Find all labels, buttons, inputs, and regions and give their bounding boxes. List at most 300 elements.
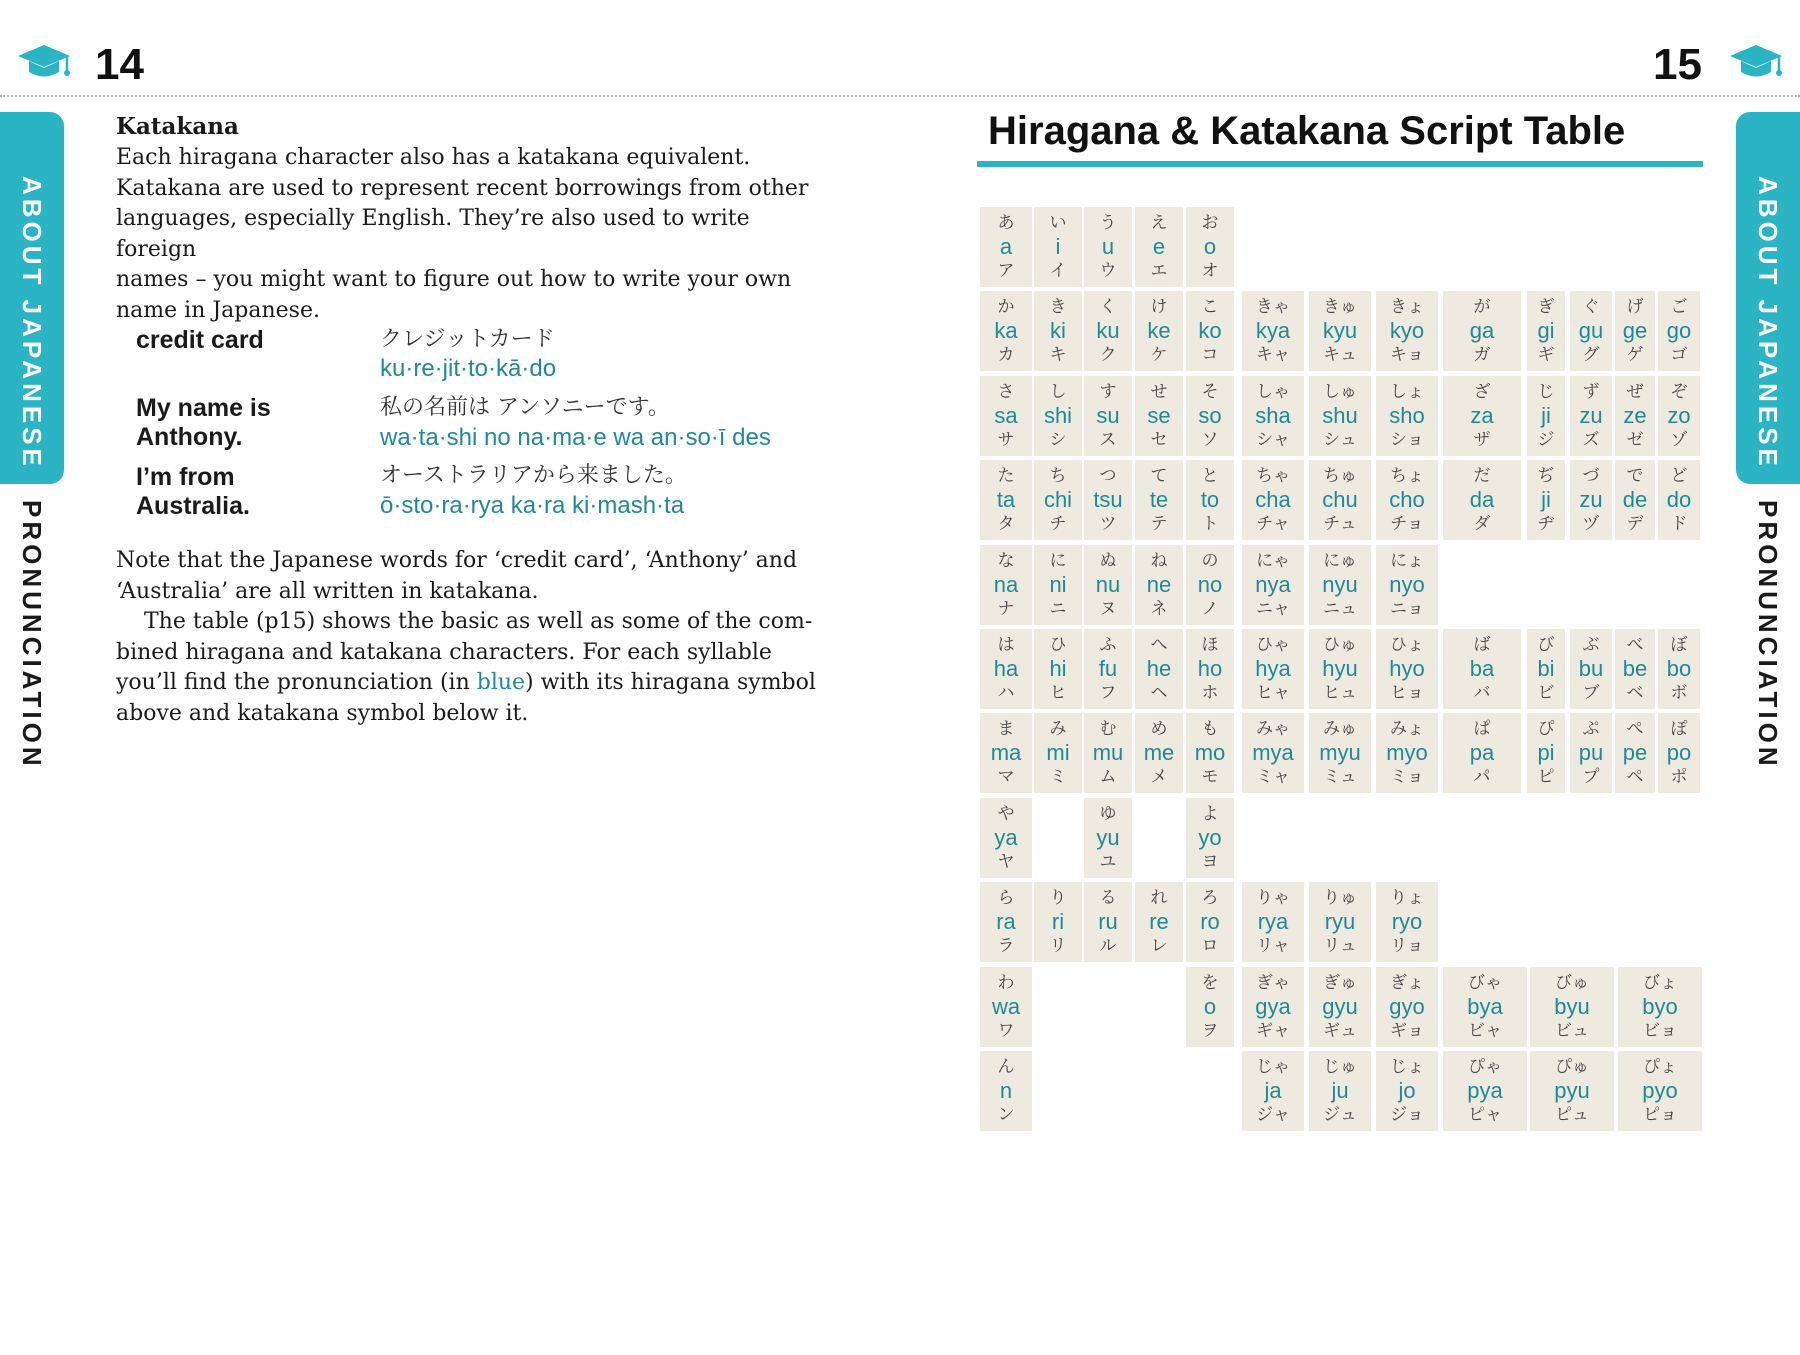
- syllable-cell: [1242, 291, 1304, 371]
- syllable-cell: [1034, 291, 1082, 371]
- romaji-label: gyu: [1322, 993, 1358, 1019]
- romaji-label: ryu: [1324, 909, 1356, 935]
- hiragana-symbol: め: [1150, 719, 1168, 740]
- katakana-symbol: プ: [1582, 767, 1600, 788]
- katakana-symbol: ミ: [1049, 767, 1067, 788]
- syllable-cell: [980, 545, 1032, 625]
- katakana-symbol: ジョ: [1390, 1105, 1424, 1125]
- katakana-symbol: ル: [1099, 936, 1117, 957]
- syllable-cell: [1034, 545, 1082, 625]
- romaji-label: he: [1146, 656, 1172, 681]
- syllable-cell: [1135, 376, 1183, 456]
- hiragana-symbol: う: [1099, 213, 1117, 233]
- katakana-symbol: ウ: [1099, 261, 1117, 281]
- romaji-label: ri: [1051, 909, 1065, 935]
- syllable-cell: [1034, 882, 1082, 962]
- syllable-cell: [1242, 460, 1304, 540]
- hiragana-symbol: び: [1537, 635, 1555, 655]
- katakana-symbol: ツ: [1099, 514, 1117, 535]
- romaji-label: zo: [1667, 402, 1691, 428]
- syllable-cell: [1376, 291, 1438, 371]
- syllable-cell: [1034, 207, 1082, 287]
- hiragana-symbol: ぱ: [1473, 719, 1491, 740]
- syllable-cell: [1186, 376, 1234, 456]
- hiragana-symbol: ぎゅ: [1323, 972, 1357, 993]
- syllable-cell: [1242, 376, 1304, 456]
- hiragana-symbol: じょ: [1390, 1057, 1424, 1077]
- hiragana-symbol: ぴゃ: [1468, 1057, 1502, 1077]
- romaji-label: gi: [1537, 318, 1555, 344]
- syllable-cell: [1309, 291, 1371, 371]
- romaji-label: da: [1469, 487, 1495, 513]
- syllable-cell: [1309, 629, 1371, 709]
- romaji-label: ju: [1331, 1078, 1349, 1103]
- table-para-line: bined hiragana and katakana characters. For each syllable: [116, 639, 772, 665]
- katakana-symbol: ピュ: [1555, 1105, 1589, 1125]
- katakana-symbol: ジ: [1537, 429, 1555, 450]
- romaji-label: rya: [1257, 909, 1289, 935]
- katakana-symbol: ソ: [1201, 429, 1219, 450]
- syllable-cell: [1034, 713, 1082, 793]
- katakana-symbol: バ: [1473, 683, 1491, 703]
- table-para-text: ) with its hiragana symbol: [525, 670, 816, 696]
- hiragana-symbol: ぢ: [1537, 466, 1555, 487]
- hiragana-symbol: べ: [1626, 635, 1644, 655]
- romaji-label: chu: [1322, 487, 1358, 513]
- syllable-cell: [980, 1051, 1032, 1131]
- katakana-symbol: ハ: [997, 683, 1015, 703]
- example-japanese: 私の名前は アンソニーです。: [380, 395, 670, 420]
- katakana-symbol: グ: [1582, 345, 1600, 366]
- romaji-label: kyu: [1322, 318, 1358, 344]
- katakana-symbol: ギ: [1537, 345, 1555, 366]
- katakana-symbol: ギャ: [1256, 1020, 1290, 1041]
- syllable-cell: [1186, 460, 1234, 540]
- romaji-label: shu: [1322, 402, 1358, 428]
- katakana-symbol: ケ: [1150, 345, 1168, 366]
- hiragana-symbol: ご: [1670, 297, 1688, 318]
- romaji-label: byo: [1642, 993, 1678, 1019]
- katakana-symbol: チョ: [1390, 514, 1424, 535]
- hiragana-symbol: ぴょ: [1643, 1057, 1677, 1077]
- hiragana-symbol: に: [1049, 550, 1067, 571]
- hiragana-symbol: ふ: [1099, 635, 1117, 655]
- syllable-cell: [1135, 545, 1183, 625]
- syllable-cell: [1615, 376, 1655, 456]
- syllable-cell: [1658, 291, 1700, 371]
- syllable-cell: [1242, 545, 1304, 625]
- romaji-label: ro: [1200, 909, 1220, 935]
- romaji-label: pya: [1467, 1078, 1503, 1103]
- syllable-cell: [1186, 207, 1234, 287]
- katakana-symbol: ビ: [1537, 683, 1555, 703]
- romaji-label: be: [1622, 656, 1648, 681]
- romaji-label: cha: [1255, 487, 1291, 513]
- syllable-cell: [1186, 882, 1234, 962]
- syllable-cell: [1618, 967, 1702, 1047]
- romaji-label: u: [1101, 234, 1115, 259]
- syllable-cell: [1527, 376, 1565, 456]
- katakana-symbol: ヘ: [1150, 683, 1168, 703]
- intro-line: Each hiragana character also has a katakana equivalent.: [116, 145, 751, 170]
- romaji-label: ma: [990, 740, 1022, 766]
- syllable-cell: [1242, 713, 1304, 793]
- syllable-cell: [1570, 460, 1612, 540]
- hiragana-symbol: ぷ: [1582, 719, 1600, 740]
- hiragana-symbol: みゃ: [1256, 719, 1290, 740]
- syllable-cell: [1186, 798, 1234, 878]
- katakana-symbol: リョ: [1390, 936, 1424, 957]
- katakana-symbol: キョ: [1390, 345, 1424, 366]
- syllable-cell: [1084, 798, 1132, 878]
- example-japanese: クレジットカード: [380, 327, 555, 352]
- katakana-symbol: ビュ: [1555, 1020, 1589, 1041]
- syllable-cell: [1135, 882, 1183, 962]
- hiragana-symbol: お: [1201, 213, 1219, 233]
- syllable-cell: [1084, 882, 1132, 962]
- hiragana-symbol: か: [997, 297, 1015, 318]
- romaji-label: hya: [1255, 656, 1291, 681]
- hiragana-symbol: しゃ: [1256, 381, 1290, 402]
- romaji-label: shi: [1043, 402, 1073, 428]
- hiragana-symbol: びゅ: [1555, 972, 1589, 993]
- katakana-symbol: ワ: [997, 1020, 1015, 1041]
- syllable-cell: [1615, 713, 1655, 793]
- romaji-label: ya: [994, 824, 1018, 850]
- romaji-label: ra: [996, 909, 1016, 935]
- hiragana-symbol: ぞ: [1670, 381, 1688, 402]
- romaji-label: ke: [1147, 318, 1171, 344]
- hiragana-symbol: きゃ: [1256, 297, 1290, 318]
- syllable-cell: [1309, 460, 1371, 540]
- hiragana-symbol: にゅ: [1323, 550, 1357, 571]
- katakana-symbol: ヒ: [1049, 683, 1067, 703]
- hiragana-symbol: よ: [1201, 803, 1219, 824]
- katakana-symbol: ス: [1099, 429, 1117, 450]
- katakana-symbol: メ: [1150, 767, 1168, 788]
- katakana-symbol: ピョ: [1643, 1105, 1677, 1125]
- katakana-symbol: パ: [1473, 767, 1491, 788]
- katakana-symbol: キ: [1049, 345, 1067, 366]
- syllable-cell: [1084, 207, 1132, 287]
- hiragana-symbol: る: [1099, 888, 1117, 909]
- hiragana-symbol: た: [997, 466, 1015, 487]
- syllable-cell: [1309, 1051, 1371, 1131]
- syllable-cell: [1376, 629, 1438, 709]
- header-divider: [0, 95, 1800, 97]
- katakana-symbol: ホ: [1201, 683, 1219, 703]
- romaji-label: gya: [1255, 993, 1291, 1019]
- katakana-symbol: マ: [997, 767, 1015, 788]
- syllable-cell: [980, 967, 1032, 1047]
- romaji-label: cho: [1389, 487, 1425, 513]
- syllable-cell: [1658, 460, 1700, 540]
- hiragana-symbol: ちゃ: [1256, 466, 1290, 487]
- left-page-number: 14: [95, 40, 144, 89]
- romaji-label: ryo: [1391, 909, 1423, 935]
- syllable-cell: [1618, 1051, 1702, 1131]
- katakana-symbol: ビャ: [1468, 1020, 1502, 1041]
- romaji-label: o: [1203, 234, 1217, 259]
- syllable-cell: [1084, 460, 1132, 540]
- syllable-cell: [1376, 545, 1438, 625]
- example-english: I’m from Australia.: [136, 463, 250, 520]
- hiragana-symbol: け: [1150, 297, 1168, 318]
- table-para-line: The table (p15) shows the basic as well as some of the com-: [144, 609, 813, 634]
- graduation-cap-icon: [16, 40, 72, 84]
- romaji-label: me: [1143, 740, 1175, 766]
- romaji-label: i: [1055, 234, 1061, 259]
- intro-line: Katakana are used to represent recent borrowings from other: [116, 175, 809, 201]
- hiragana-symbol: ひ: [1049, 635, 1067, 655]
- hiragana-symbol: ゆ: [1099, 803, 1117, 824]
- romaji-label: pe: [1622, 740, 1648, 766]
- hiragana-symbol: す: [1099, 381, 1117, 402]
- romaji-label: yu: [1096, 824, 1120, 850]
- katakana-symbol: ヒョ: [1390, 683, 1424, 703]
- katakana-symbol: ニャ: [1256, 598, 1290, 619]
- table-paragraph: [116, 607, 836, 729]
- syllable-cell: [1186, 967, 1234, 1047]
- romaji-label: nyo: [1389, 571, 1425, 597]
- katakana-symbol: ユ: [1099, 851, 1117, 872]
- romaji-label: hyo: [1389, 656, 1425, 681]
- syllable-cell: [980, 291, 1032, 371]
- syllable-cell: [1527, 713, 1565, 793]
- hiragana-symbol: りゅ: [1323, 888, 1357, 909]
- hiragana-symbol: と: [1201, 466, 1219, 487]
- katakana-symbol: ジャ: [1256, 1105, 1290, 1125]
- hiragana-symbol: ぴ: [1537, 719, 1555, 740]
- hiragana-symbol: そ: [1201, 381, 1219, 402]
- hiragana-symbol: ぎょ: [1390, 972, 1424, 993]
- syllable-cell: [1570, 629, 1612, 709]
- katakana-symbol: ショ: [1390, 429, 1424, 450]
- katakana-symbol: シャ: [1256, 429, 1290, 450]
- hiragana-symbol: づ: [1582, 466, 1600, 487]
- hiragana-symbol: れ: [1150, 888, 1168, 909]
- romaji-label: myo: [1386, 740, 1428, 766]
- romaji-label: sha: [1255, 402, 1291, 428]
- katakana-symbol: サ: [997, 429, 1015, 450]
- hiragana-symbol: な: [997, 550, 1015, 571]
- hiragana-symbol: が: [1473, 297, 1491, 318]
- hiragana-symbol: ぬ: [1099, 550, 1117, 571]
- syllable-cell: [1084, 545, 1132, 625]
- right-page-number: 15: [1653, 40, 1702, 89]
- katakana-symbol: ヨ: [1201, 851, 1219, 872]
- romaji-label: ha: [993, 656, 1019, 681]
- hiragana-symbol: て: [1150, 466, 1168, 487]
- romaji-label: ge: [1622, 318, 1648, 344]
- romaji-label: ga: [1469, 318, 1495, 344]
- romaji-label: sho: [1389, 402, 1425, 428]
- hiragana-symbol: ぜ: [1626, 381, 1644, 402]
- katakana-symbol: ニョ: [1390, 598, 1424, 619]
- intro-line: name in Japanese.: [116, 297, 320, 323]
- syllable-cell: [1084, 629, 1132, 709]
- romaji-label: so: [1198, 402, 1222, 428]
- romaji-label: ni: [1049, 571, 1067, 597]
- katakana-symbol: ア: [997, 261, 1015, 281]
- romaji-label: za: [1470, 402, 1494, 428]
- katakana-symbol: テ: [1150, 514, 1168, 535]
- syllable-cell: [1530, 967, 1614, 1047]
- romaji-label: ho: [1197, 656, 1223, 681]
- katakana-symbol: ギョ: [1390, 1020, 1424, 1041]
- hiragana-symbol: や: [997, 803, 1015, 824]
- syllable-cell: [1527, 629, 1565, 709]
- katakana-symbol: ヒュ: [1323, 683, 1357, 703]
- katakana-symbol: ン: [997, 1105, 1015, 1125]
- hiragana-symbol: にゃ: [1256, 550, 1290, 571]
- katakana-symbol: ナ: [997, 598, 1015, 619]
- katakana-symbol: ニュ: [1323, 598, 1357, 619]
- graduation-cap-icon: [1728, 40, 1784, 84]
- intro-line: languages, especially English. They’re also used to write foreign: [116, 206, 750, 262]
- hiragana-symbol: ひゅ: [1323, 635, 1357, 655]
- syllable-cell: [1443, 713, 1521, 793]
- romaji-label: byu: [1554, 993, 1590, 1019]
- katakana-symbol: チャ: [1256, 514, 1290, 535]
- katakana-symbol: ム: [1099, 767, 1117, 788]
- romaji-label: ta: [996, 487, 1016, 513]
- hiragana-symbol: む: [1099, 719, 1117, 740]
- hiragana-symbol: ひゃ: [1256, 635, 1290, 655]
- katakana-symbol: ブ: [1582, 683, 1600, 703]
- hiragana-symbol: つ: [1099, 466, 1117, 487]
- example-romaji: wa·ta·shi no na·ma·e wa an·so·ī des: [380, 424, 771, 451]
- katakana-symbol: ギュ: [1323, 1020, 1357, 1041]
- hiragana-symbol: ぶ: [1582, 635, 1600, 655]
- hiragana-symbol: み: [1049, 719, 1067, 740]
- syllable-cell: [1242, 882, 1304, 962]
- romaji-label: a: [999, 234, 1013, 259]
- syllable-cell: [1084, 291, 1132, 371]
- hiragana-symbol: あ: [997, 213, 1015, 233]
- romaji-label: gu: [1578, 318, 1604, 344]
- syllable-cell: [1084, 713, 1132, 793]
- romaji-label: gyo: [1389, 993, 1425, 1019]
- hiragana-symbol: じゅ: [1323, 1057, 1357, 1077]
- romaji-label: pi: [1537, 740, 1555, 766]
- hiragana-symbol: せ: [1150, 381, 1168, 402]
- katakana-symbol: キュ: [1323, 345, 1357, 366]
- example-english: My name is Anthony.: [136, 394, 271, 451]
- hiragana-symbol: びょ: [1643, 972, 1677, 993]
- romaji-label: se: [1147, 402, 1171, 428]
- katakana-symbol: ミャ: [1256, 767, 1290, 788]
- katakana-symbol: オ: [1201, 261, 1219, 281]
- romaji-label: tsu: [1093, 487, 1123, 513]
- romaji-label: mi: [1046, 740, 1070, 766]
- hiragana-symbol: も: [1201, 719, 1219, 740]
- katakana-symbol: ヌ: [1099, 598, 1117, 619]
- intro-line: names – you might want to figure out how to write your own: [116, 267, 792, 293]
- hiragana-symbol: さ: [997, 381, 1015, 402]
- syllable-cell: [1309, 713, 1371, 793]
- example-english: credit card: [136, 326, 264, 354]
- romaji-label: ko: [1198, 318, 1222, 344]
- example-japanese: オーストラリアから来ました。: [380, 463, 687, 488]
- hiragana-symbol: の: [1201, 550, 1219, 571]
- syllable-cell: [1570, 291, 1612, 371]
- hiragana-symbol: にょ: [1390, 550, 1424, 571]
- syllable-cell: [1135, 460, 1183, 540]
- table-title: Hiragana & Katakana Script Table: [988, 109, 1626, 153]
- romaji-label: fu: [1098, 656, 1118, 681]
- hiragana-symbol: ん: [997, 1057, 1015, 1077]
- katakana-symbol: ミュ: [1323, 767, 1357, 788]
- hiragana-symbol: ら: [997, 888, 1015, 909]
- katakana-symbol: ヅ: [1582, 514, 1600, 535]
- syllable-cell: [980, 207, 1032, 287]
- syllable-cell: [1570, 713, 1612, 793]
- romaji-label: mya: [1252, 740, 1294, 766]
- syllable-cell: [1376, 460, 1438, 540]
- katakana-symbol: チ: [1049, 514, 1067, 535]
- note-line: Note that the Japanese words for ‘credit card’, ‘Anthony’ and: [116, 548, 798, 573]
- syllable-cell: [1034, 629, 1082, 709]
- romaji-label: ku: [1096, 318, 1120, 344]
- syllable-cell: [1376, 1051, 1438, 1131]
- katakana-symbol: ネ: [1150, 598, 1168, 619]
- romaji-label: yo: [1198, 824, 1222, 850]
- syllable-cell: [1034, 376, 1082, 456]
- hiragana-symbol: ぼ: [1670, 635, 1688, 655]
- syllable-cell: [1443, 629, 1521, 709]
- romaji-label: nyu: [1322, 571, 1358, 597]
- section-title: Katakana: [116, 113, 239, 140]
- hiragana-symbol: ひょ: [1390, 635, 1424, 655]
- romaji-label: ru: [1098, 909, 1118, 935]
- romaji-label: kyo: [1389, 318, 1425, 344]
- katakana-symbol: コ: [1201, 345, 1219, 366]
- hiragana-symbol: ぎゃ: [1256, 972, 1290, 993]
- katakana-symbol: ヒャ: [1256, 683, 1290, 703]
- syllable-cell: [1309, 882, 1371, 962]
- syllable-cell: [1084, 376, 1132, 456]
- syllable-cell: [1135, 713, 1183, 793]
- syllable-cell: [1376, 967, 1438, 1047]
- katakana-symbol: カ: [997, 345, 1015, 366]
- romaji-label: n: [999, 1078, 1013, 1103]
- katakana-symbol: タ: [997, 514, 1015, 535]
- hiragana-symbol: みゅ: [1323, 719, 1357, 740]
- romaji-label: wa: [991, 993, 1021, 1019]
- romaji-label: hi: [1049, 656, 1067, 681]
- syllable-cell: [1135, 207, 1183, 287]
- hiragana-symbol: わ: [997, 972, 1015, 993]
- katakana-symbol: チュ: [1323, 514, 1357, 535]
- syllable-cell: [980, 629, 1032, 709]
- note-line: ‘Australia’ are all written in katakana.: [116, 578, 539, 604]
- romaji-label: chi: [1043, 487, 1073, 513]
- katakana-symbol: ジュ: [1323, 1105, 1357, 1125]
- hiragana-symbol: だ: [1473, 466, 1491, 487]
- syllable-cell: [1186, 713, 1234, 793]
- syllable-cell: [1309, 967, 1371, 1047]
- table-para-line: above and katakana symbol below it.: [116, 700, 529, 726]
- katakana-symbol: ダ: [1473, 514, 1491, 535]
- katakana-symbol: ベ: [1626, 683, 1644, 703]
- syllable-cell: [1135, 291, 1183, 371]
- katakana-symbol: ヲ: [1201, 1020, 1219, 1041]
- hiragana-symbol: き: [1049, 297, 1067, 318]
- syllable-cell: [1443, 967, 1527, 1047]
- katakana-symbol: ロ: [1201, 936, 1219, 957]
- hiragana-symbol: え: [1150, 213, 1168, 233]
